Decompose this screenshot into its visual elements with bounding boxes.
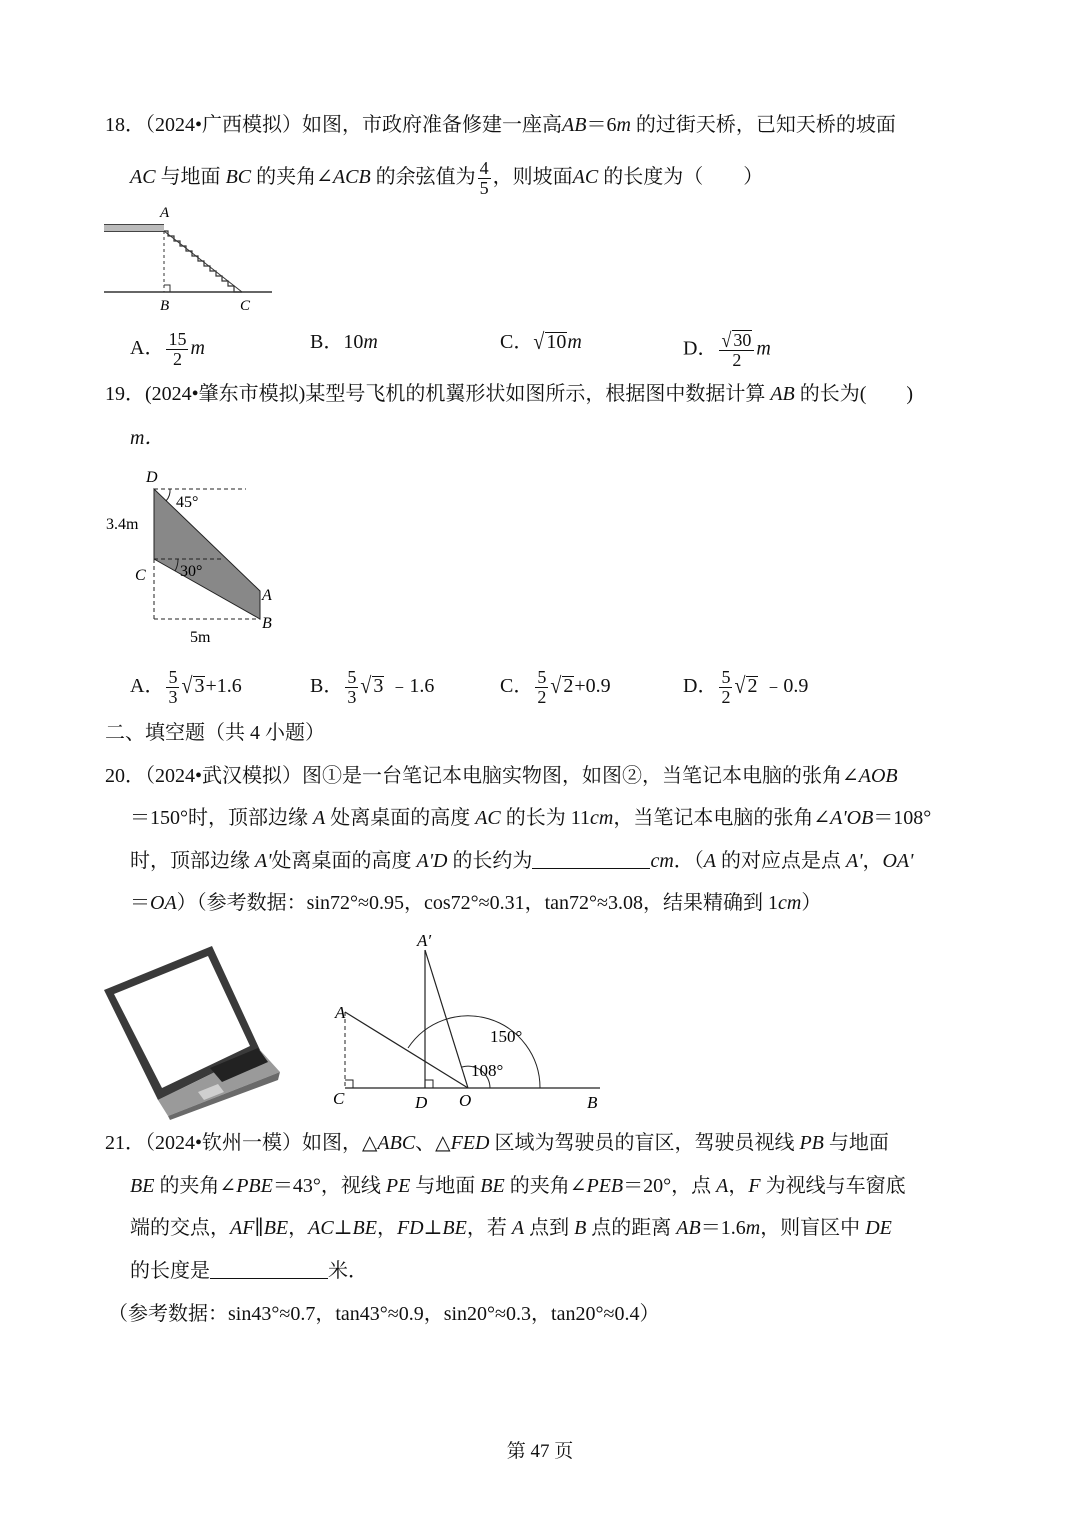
q19-wing-figure [100,462,290,652]
q20-line-2: ＝150°时，顶部边缘 A 处离桌面的高度 AC 的长为 11cm，当笔记本电脑的张角∠A'OB＝108° [130,807,932,829]
q18-bridge-figure [100,200,280,315]
q21-line-2: BE 的夹角∠PBE＝43°，视线 PE 与地面 BE 的夹角∠PEB＝20°，点 A，F 为视线与车窗底 [130,1175,906,1197]
q19-line-2: m． [130,427,165,449]
q18-option-c: C．√ 10m [500,329,582,355]
label-3-4m: 3.4m [106,516,139,533]
answer-blank-21 [210,1260,328,1279]
section-heading: 二、填空题（共 4 小题） [105,722,325,744]
q19-option-d: D． $\frac{5}{2}$ √ 2 ﹣0.9 [683,667,809,707]
label-B: B [587,1093,598,1112]
q20-laptop-diagram [325,920,615,1120]
label-B: B [160,298,170,314]
q18-option-b: B．10m [310,331,378,353]
label-C: C [333,1089,345,1108]
q19-line-1: 19．(2024•肇东市模拟)某型号飞机的机翼形状如图所示，根据图中数据计算 AB 的长为( ) [105,383,914,405]
label-5m: 5m [190,629,211,646]
cos-fraction: $\frac{4}{5}$ [479,158,489,198]
label-108: 108° [471,1061,504,1080]
q20-line-1: 20．（2024•武汉模拟）图①是一台笔记本电脑实物图，如图②，当笔记本电脑的张角∠AOB [105,765,898,787]
page-number: 第 47 页 [506,1441,574,1462]
label-A: A [335,1003,346,1022]
answer-blank-20 [532,850,650,869]
label-C: C [240,298,251,314]
q19-option-a: A． $\frac{5}{3}$ √ 3+1.6 [130,667,242,707]
label-150: 150° [490,1027,523,1046]
q19-option-c: C． $\frac{5}{2}$ √ 2+0.9 [500,667,611,707]
q20-line-4: ＝OA）（参考数据：sin72°≈0.95，cos72°≈0.31，tan72°≈3.08，结果精确到 1cm） [130,892,822,914]
label-D: D [415,1093,428,1112]
label-A-prime: A′ [417,931,432,950]
q21-line-3: 端的交点，AF∥BE，AC⊥BE，FD⊥BE，若 A 点到 B 点的距离 AB＝1.6m，则盲区中 DE [130,1217,892,1239]
label-A: A [160,205,170,221]
q21-line-1: 21．（2024•钦州一模）如图，△ABC、△FED 区域为驾驶员的盲区，驾驶员视线 PB 与地面 [105,1132,889,1154]
label-D: D [146,469,158,486]
label-O: O [459,1091,472,1110]
label-A: A [262,587,272,604]
label-C: C [135,567,146,584]
laptop-photo [100,940,285,1120]
label-B: B [262,615,272,632]
q18-line-1: 18．（2024•广西模拟）如图，市政府准备修建一座高AB＝6m 的过街天桥，已知天桥的坡面 [105,114,896,136]
q21-reference-data: （参考数据：sin43°≈0.7，tan43°≈0.9，sin20°≈0.3，tan20°≈0.4） [108,1303,660,1325]
q18-line-2: AC 与地面 BC 的夹角∠ACB 的余弦值为 $\frac{4}{5}$ ，则坡面AC 的长度为（ ） [130,158,764,198]
q21-line-4: 的长度是 米． [130,1260,368,1282]
label-30: 30° [180,563,203,580]
q18-option-a: A． $\frac{15}{2}$ m [130,329,205,369]
q20-line-3: 时，顶部边缘 A'处离桌面的高度 A'D 的长约为 cm．（A 的对应点是点 A'，OA' [130,850,914,872]
label-45: 45° [176,494,199,511]
q18-option-d: D． $\frac{√ 30}{2}$ m [683,328,771,370]
q19-option-b: B． $\frac{5}{3}$ √ 3 ﹣1.6 [310,667,435,707]
